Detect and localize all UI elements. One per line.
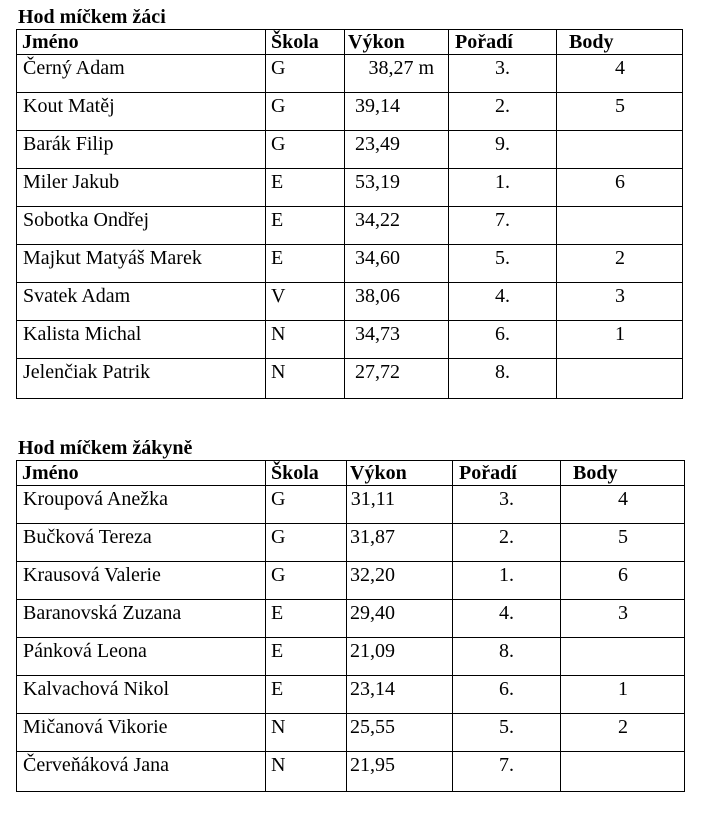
points-cell xyxy=(561,752,685,792)
rank-cell: 6. xyxy=(453,676,561,714)
result-cell: 31,11 xyxy=(347,486,453,524)
name-cell: Mičanová Vikorie xyxy=(17,714,266,752)
school-cell: N xyxy=(266,714,347,752)
result-cell: 53,19 xyxy=(345,169,449,207)
rank-cell: 7. xyxy=(449,207,557,245)
points-cell xyxy=(557,207,683,245)
name-cell: Bučková Tereza xyxy=(17,524,266,562)
name-cell: Kalista Michal xyxy=(17,321,266,359)
school-cell: G xyxy=(266,55,345,93)
rank-cell: 3. xyxy=(449,55,557,93)
school-cell: E xyxy=(266,245,345,283)
rank-cell: 1. xyxy=(453,562,561,600)
girls-section xyxy=(16,438,685,792)
rank-cell: 4. xyxy=(453,600,561,638)
boys-header-row xyxy=(17,30,683,55)
points-cell: 5 xyxy=(557,93,683,131)
result-cell: 32,20 xyxy=(347,562,453,600)
name-cell: Pánková Leona xyxy=(17,638,266,676)
name-cell: Kroupová Anežka xyxy=(17,486,266,524)
girls-table xyxy=(16,460,685,792)
header-name: Jméno xyxy=(17,30,266,55)
name-cell: Sobotka Ondřej xyxy=(17,207,266,245)
header-name: Jméno xyxy=(17,461,266,486)
points-cell: 2 xyxy=(561,714,685,752)
result-cell: 23,49 xyxy=(345,131,449,169)
table-row xyxy=(17,245,683,283)
result-cell: 23,14 xyxy=(347,676,453,714)
table-row xyxy=(17,207,683,245)
result-cell: 25,55 xyxy=(347,714,453,752)
school-cell: E xyxy=(266,600,347,638)
result-cell: 27,72 xyxy=(345,359,449,399)
table-row xyxy=(17,676,685,714)
header-rank: Pořadí xyxy=(453,461,561,486)
name-cell: Černý Adam xyxy=(17,55,266,93)
header-school: Škola xyxy=(266,461,347,486)
rank-cell: 5. xyxy=(453,714,561,752)
points-cell: 6 xyxy=(561,562,685,600)
result-cell: 34,22 xyxy=(345,207,449,245)
header-result: Výkon xyxy=(345,30,449,55)
school-cell: V xyxy=(266,283,345,321)
points-cell xyxy=(557,131,683,169)
girls-header-row xyxy=(17,461,685,486)
rank-cell: 4. xyxy=(449,283,557,321)
name-cell: Krausová Valerie xyxy=(17,562,266,600)
rank-cell: 9. xyxy=(449,131,557,169)
table-row xyxy=(17,486,685,524)
rank-cell: 6. xyxy=(449,321,557,359)
header-points: Body xyxy=(561,461,685,486)
boys-table xyxy=(16,29,683,399)
rank-cell: 1. xyxy=(449,169,557,207)
name-cell: Jelenčiak Patrik xyxy=(17,359,266,399)
result-cell: 38,27 m xyxy=(345,55,449,93)
school-cell: G xyxy=(266,486,347,524)
name-cell: Miler Jakub xyxy=(17,169,266,207)
points-cell: 5 xyxy=(561,524,685,562)
table-row xyxy=(17,283,683,321)
school-cell: G xyxy=(266,524,347,562)
school-cell: G xyxy=(266,562,347,600)
result-cell: 31,87 xyxy=(347,524,453,562)
table-row xyxy=(17,55,683,93)
result-cell: 34,73 xyxy=(345,321,449,359)
header-rank: Pořadí xyxy=(449,30,557,55)
header-result: Výkon xyxy=(347,461,453,486)
result-cell: 21,09 xyxy=(347,638,453,676)
points-cell xyxy=(561,638,685,676)
points-cell: 4 xyxy=(557,55,683,93)
points-cell: 2 xyxy=(557,245,683,283)
name-cell: Svatek Adam xyxy=(17,283,266,321)
school-cell: G xyxy=(266,93,345,131)
table-row xyxy=(17,321,683,359)
rank-cell: 7. xyxy=(453,752,561,792)
result-cell: 21,95 xyxy=(347,752,453,792)
table-row xyxy=(17,562,685,600)
name-cell: Baranovská Zuzana xyxy=(17,600,266,638)
result-cell: 39,14 xyxy=(345,93,449,131)
points-cell: 1 xyxy=(561,676,685,714)
table-row xyxy=(17,638,685,676)
name-cell: Barák Filip xyxy=(17,131,266,169)
table-row xyxy=(17,524,685,562)
school-cell: G xyxy=(266,131,345,169)
school-cell: E xyxy=(266,676,347,714)
school-cell: N xyxy=(266,359,345,399)
result-cell: 34,60 xyxy=(345,245,449,283)
boys-title: Hod míčkem žáci xyxy=(18,6,166,28)
name-cell: Červeňáková Jana xyxy=(17,752,266,792)
school-cell: N xyxy=(266,752,347,792)
school-cell: E xyxy=(266,638,347,676)
table-row xyxy=(17,169,683,207)
table-row xyxy=(17,714,685,752)
points-cell: 1 xyxy=(557,321,683,359)
points-cell: 6 xyxy=(557,169,683,207)
points-cell xyxy=(557,359,683,399)
header-school: Škola xyxy=(266,30,345,55)
table-row xyxy=(17,359,683,399)
rank-cell: 8. xyxy=(449,359,557,399)
girls-title: Hod míčkem žákyně xyxy=(18,437,193,459)
points-cell: 3 xyxy=(561,600,685,638)
rank-cell: 3. xyxy=(453,486,561,524)
points-cell: 3 xyxy=(557,283,683,321)
school-cell: N xyxy=(266,321,345,359)
school-cell: E xyxy=(266,169,345,207)
table-row xyxy=(17,131,683,169)
table-row xyxy=(17,752,685,792)
table-row xyxy=(17,600,685,638)
rank-cell: 2. xyxy=(449,93,557,131)
name-cell: Kalvachová Nikol xyxy=(17,676,266,714)
header-points: Body xyxy=(557,30,683,55)
rank-cell: 8. xyxy=(453,638,561,676)
rank-cell: 2. xyxy=(453,524,561,562)
table-row xyxy=(17,93,683,131)
boys-section xyxy=(16,7,683,399)
points-cell: 4 xyxy=(561,486,685,524)
name-cell: Majkut Matyáš Marek xyxy=(17,245,266,283)
result-cell: 38,06 xyxy=(345,283,449,321)
name-cell: Kout Matěj xyxy=(17,93,266,131)
result-cell: 29,40 xyxy=(347,600,453,638)
school-cell: E xyxy=(266,207,345,245)
rank-cell: 5. xyxy=(449,245,557,283)
